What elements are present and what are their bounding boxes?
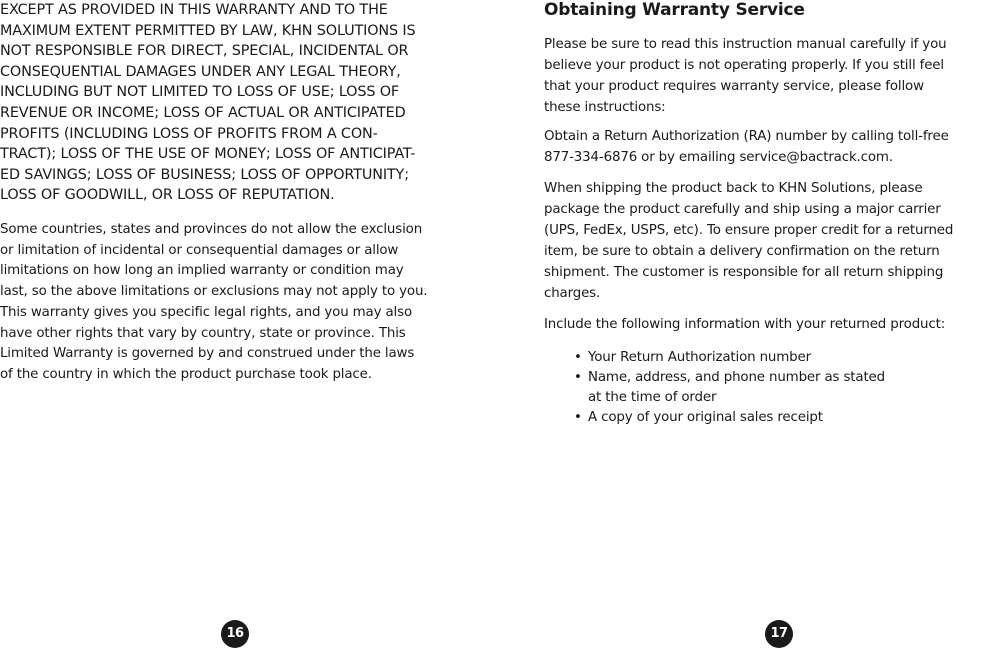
list-item-text: A copy of your original sales receipt [588,410,823,425]
list-item-text: Name, address, and phone number as stated at the time of order [588,370,885,405]
ra-paragraph: Obtain a Return Authorization (RA) number by calling toll-free 877-334-6876 or by emailing service@bactrack.com. [544,129,949,165]
list-item [574,408,974,428]
include-paragraph: Include the following information with your returned product: [544,317,946,332]
bullet-icon: • [574,410,582,425]
bullet-icon: • [574,350,582,365]
bullet-icon: • [574,370,582,385]
shipping-paragraph: When shipping the product back to KHN Solutions, please package the product carefully and ship using a major carrier (UPS, FedEx, USPS, etc). To ensure proper credit for a returned item, be sure to obtain a delivery confirmation on the return shipment. The customer is responsible for all return shipping charges. [544,181,954,301]
limitations-paragraph: Some countries, states and provinces do not allow the exclusion or limitation of incidental or consequential damages or allow limitations on how long an implied warranty or condition may last, so the above limitations or exclusions may not apply to you. This warranty gives you specific legal rights, and you may also have other rights that vary by country, state or province. This Limited Warranty is governed by and construed under the laws of the country in which the product purchase took place. [0,222,428,382]
section-title: Obtaining Warranty Service [544,0,805,20]
return-items-list [574,348,974,428]
page-number-badge-right: 17 [765,620,793,648]
disclaimer-text: EXCEPT AS PROVIDED IN THIS WARRANTY AND TO THE MAXIMUM EXTENT PERMITTED BY LAW, KHN SOLUTIONS IS NOT RESPONSIBLE FOR DIRECT, SPECIAL, INCIDENTAL OR CONSEQUENTIAL DAMAGES UNDER ANY LEGAL THEORY, INCLUDING BUT NOT LIMITED TO LOSS OF USE; LOSS OF REVENUE OR INCOME; LOSS OF ACTUAL OR ANTICIPATED PROFITS (INCLUDING LOSS OF PROFITS FROM A CON- TRACT); LOSS OF THE USE OF MONEY; LOSS OF ANTICIPAT- ED SAVINGS; LOSS OF BUSINESS; LOSS OF OPPORTUNITY; LOSS OF GOODWILL, OR LOSS OF REPUTATION. [0,2,416,204]
intro-paragraph: Please be sure to read this instruction manual carefully if you believe your product is not operating properly. If you still feel that your product requires warranty service, please follow these instructions: [544,37,947,115]
list-item-text: Your Return Authorization number [588,350,811,365]
list-item [574,348,974,368]
page-number-badge-left: 16 [221,620,249,648]
list-item [574,368,974,408]
